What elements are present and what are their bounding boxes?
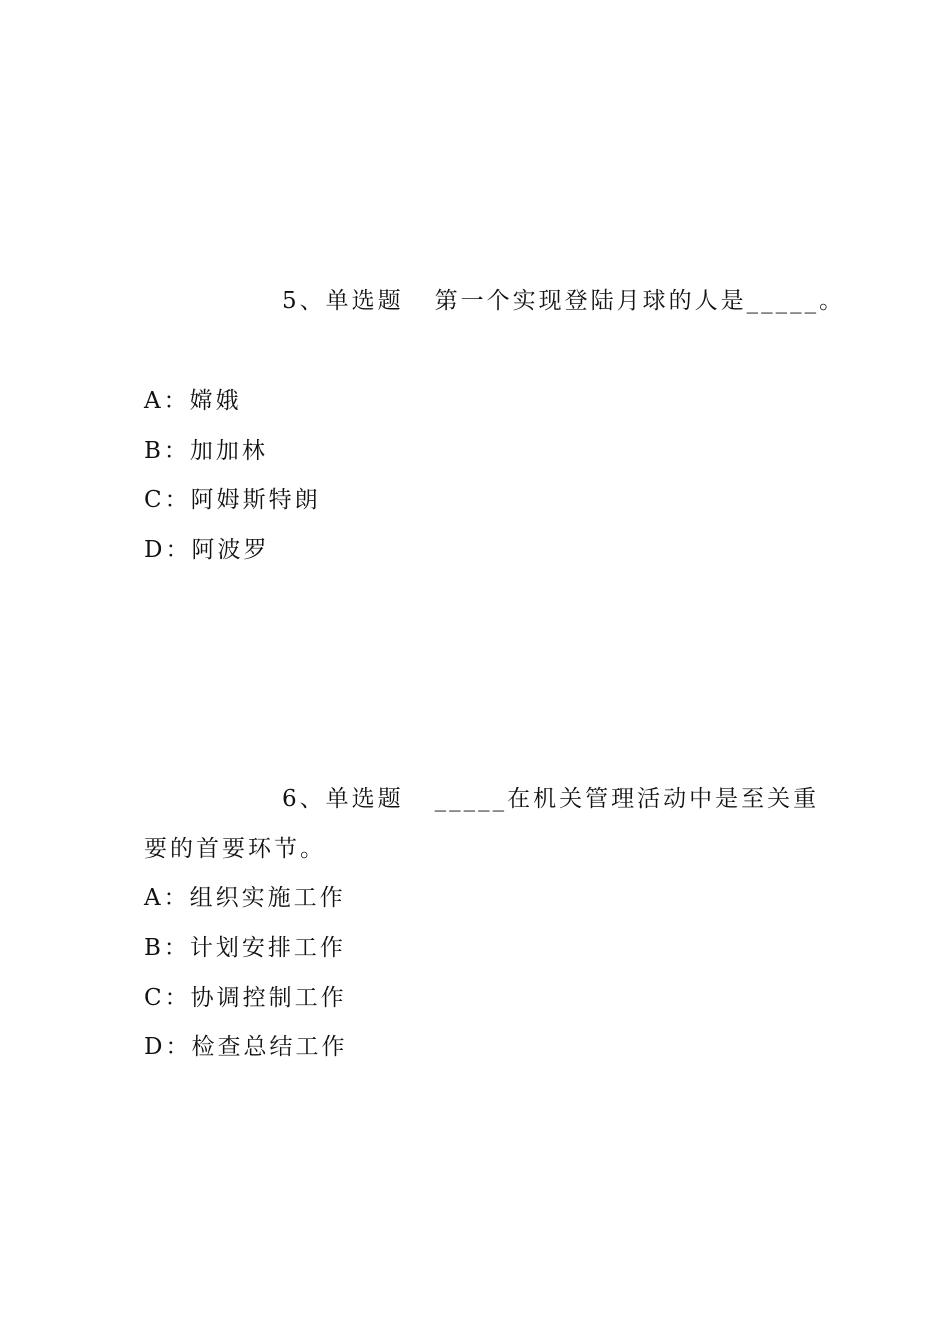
option-text: 嫦娥 (189, 388, 242, 414)
option-letter: D： (144, 537, 192, 563)
question-6-option-c (144, 983, 347, 1013)
question-5-option-d (144, 535, 269, 565)
option-text: 阿姆斯特朗 (190, 487, 321, 513)
question-6-option-a (144, 883, 346, 913)
question-6-stem: 6、单选题 _____在机关管理活动中是至关重 (282, 786, 820, 812)
option-text: 加加林 (189, 438, 268, 464)
option-letter: A： (144, 388, 190, 414)
option-letter: C： (144, 985, 191, 1011)
question-5-option-a (144, 386, 242, 416)
option-text: 协调控制工作 (190, 985, 347, 1011)
option-letter: B： (144, 438, 190, 464)
option-letter: B： (144, 935, 190, 961)
option-letter: C： (144, 487, 191, 513)
option-letter: D： (144, 1034, 192, 1060)
option-text: 计划安排工作 (189, 935, 346, 961)
question-6-stem-continuation: 要的首要环节。 (144, 836, 326, 862)
option-letter: A： (144, 885, 190, 911)
question-5-option-c (144, 485, 321, 515)
question-5-stem: 5、单选题 第一个实现登陆月球的人是_____。 (282, 288, 846, 314)
option-text: 检查总结工作 (191, 1034, 348, 1060)
question-5-option-b (144, 436, 268, 466)
question-6-option-b (144, 933, 346, 963)
option-text: 阿波罗 (191, 537, 270, 563)
question-6-option-d (144, 1032, 347, 1062)
option-text: 组织实施工作 (189, 885, 346, 911)
